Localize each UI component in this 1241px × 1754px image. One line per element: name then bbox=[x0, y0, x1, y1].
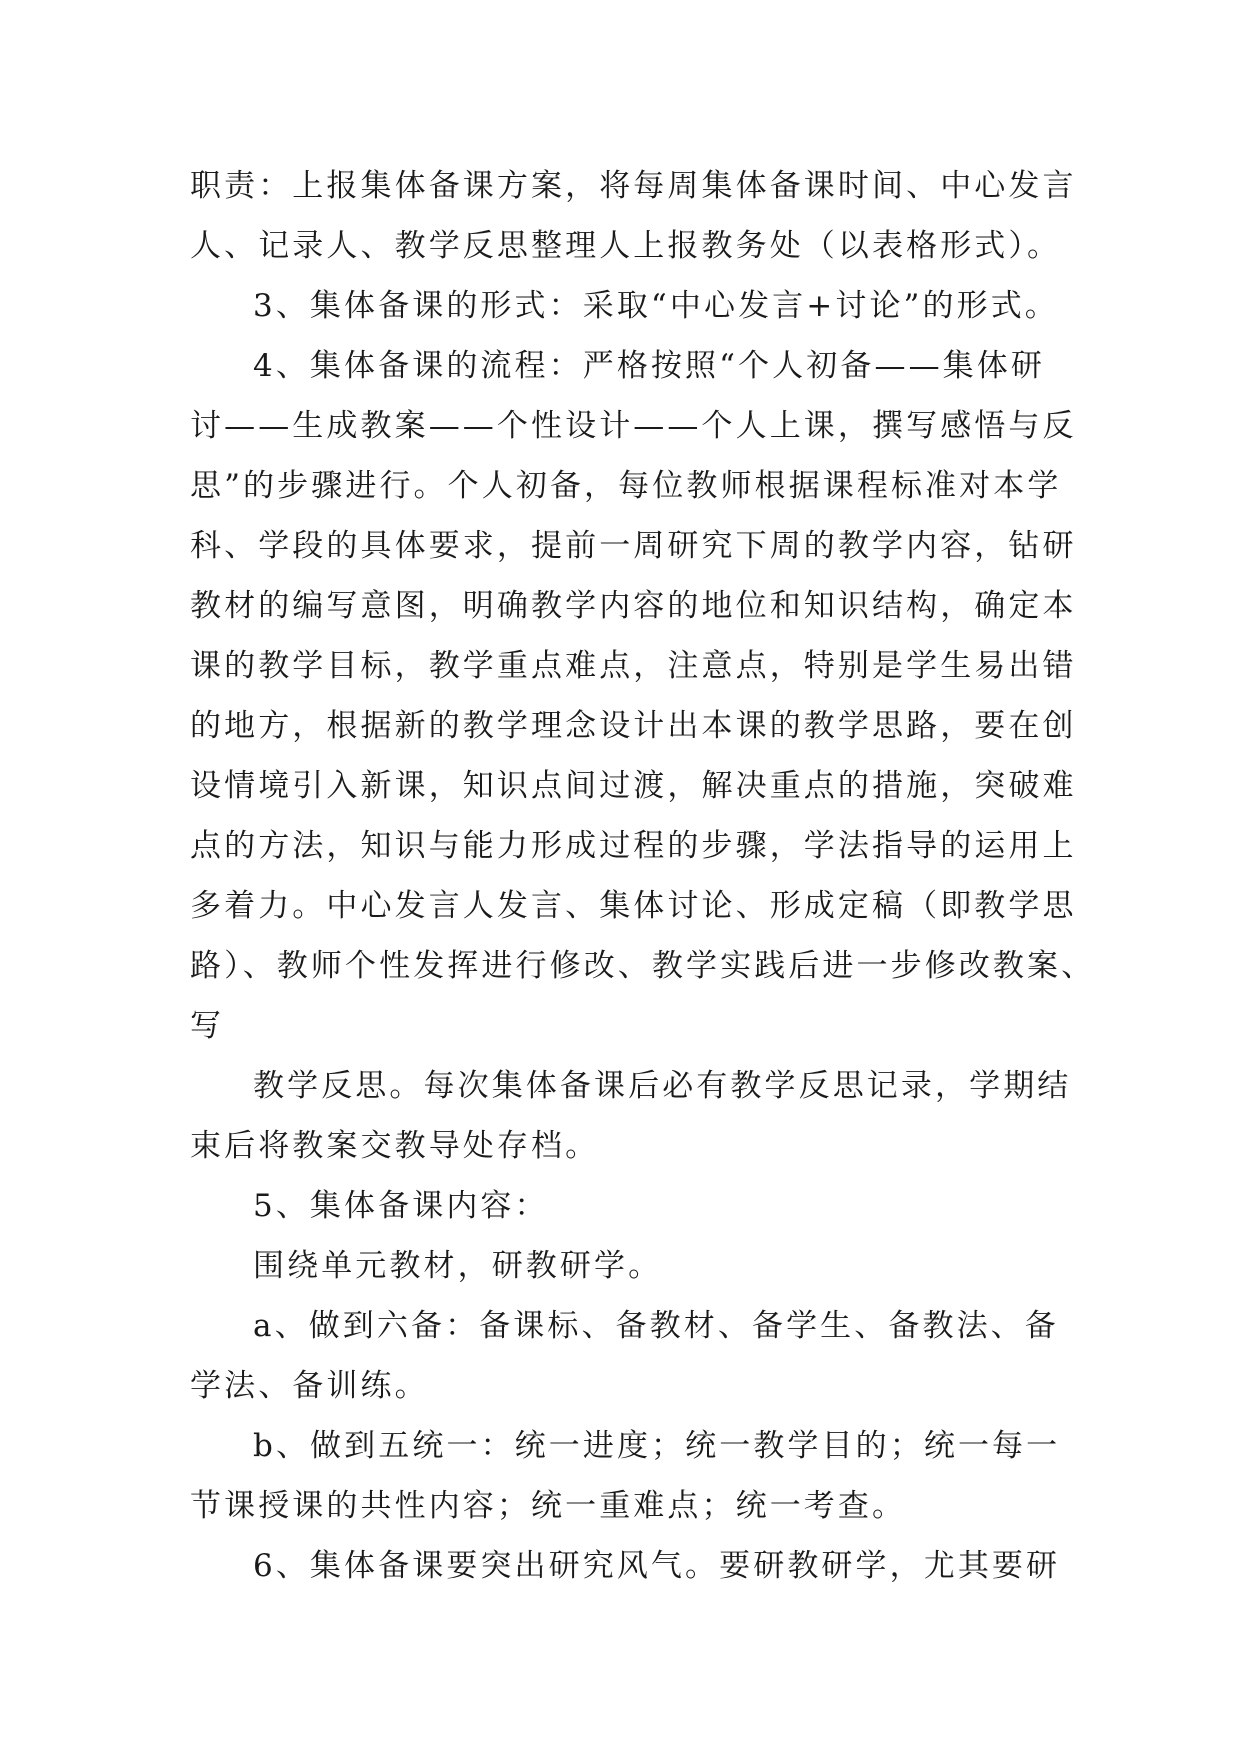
text-line: 多着力。中心发言人发言、集体讨论、形成定稿（即教学思 bbox=[190, 888, 1077, 924]
text-line: b、做到五统一：统一进度；统一教学目的；统一每一 bbox=[253, 1428, 1061, 1464]
text-line: 职责：上报集体备课方案，将每周集体备课时间、中心发言 bbox=[190, 168, 1077, 204]
text-line: 人、记录人、教学反思整理人上报教务处（以表格形式）。 bbox=[190, 228, 1062, 264]
text-line: 路）、教师个性发挥进行修改、教学实践后进一步修改教案、 bbox=[190, 948, 1096, 984]
text-line: 科、学段的具体要求，提前一周研究下周的教学内容，钻研 bbox=[190, 528, 1077, 564]
text-line: 讨——生成教案——个性设计——个人上课，撰写感悟与反 bbox=[190, 408, 1077, 444]
text-line: 教学反思。每次集体备课后必有教学反思记录，学期结 bbox=[253, 1068, 1072, 1104]
text-line: 5、集体备课内容： bbox=[253, 1188, 549, 1224]
text-line: 6、集体备课要突出研究风气。要研教研学，尤其要研 bbox=[253, 1548, 1061, 1584]
text-line: 点的方法，知识与能力形成过程的步骤，学法指导的运用上 bbox=[190, 828, 1077, 864]
text-line: 思”的步骤进行。个人初备，每位教师根据课程标准对本学 bbox=[190, 468, 1062, 504]
text-line: 课的教学目标，教学重点难点，注意点，特别是学生易出错 bbox=[190, 648, 1077, 684]
text-line: 写 bbox=[190, 1008, 225, 1044]
text-line: 节课授课的共性内容；统一重难点；统一考查。 bbox=[190, 1488, 907, 1524]
text-line: 学法、备训练。 bbox=[190, 1368, 429, 1404]
text-line: 的地方，根据新的教学理念设计出本课的教学思路，要在创 bbox=[190, 708, 1077, 744]
text-line: 4、集体备课的流程：严格按照“个人初备——集体研 bbox=[253, 348, 1045, 384]
text-line: 围绕单元教材，研教研学。 bbox=[253, 1248, 663, 1284]
text-line: a、做到六备：备课标、备教材、备学生、备教法、备 bbox=[253, 1308, 1059, 1344]
text-line: 设情境引入新课，知识点间过渡，解决重点的措施，突破难 bbox=[190, 768, 1077, 804]
text-line: 3、集体备课的形式：采取“中心发言+讨论”的形式。 bbox=[253, 288, 1059, 324]
text-line: 教材的编写意图，明确教学内容的地位和知识结构，确定本 bbox=[190, 588, 1077, 624]
text-line: 束后将教案交教导处存档。 bbox=[190, 1128, 600, 1164]
